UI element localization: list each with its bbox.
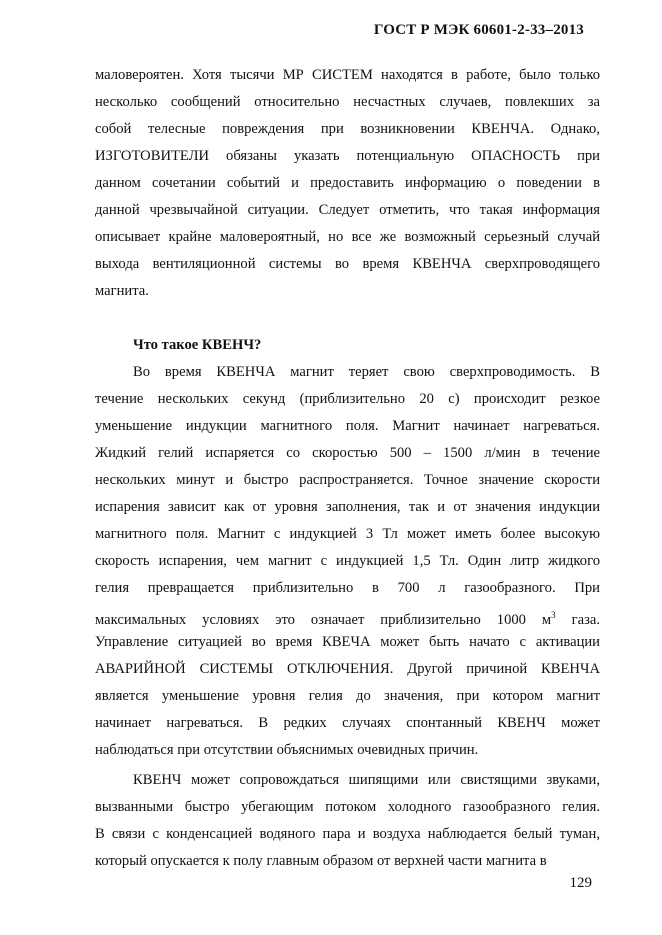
text-fragment: газа. (555, 611, 600, 628)
text-line: описывает крайне маловероятный, но все же возможный серьезный случай (95, 229, 600, 245)
text-line (95, 602, 600, 629)
text-line: вызванными быстро убегающим потоком холодного газообразного гелия. (95, 799, 600, 815)
text-line: КВЕНЧ может сопровождаться шипящими или свистящими звуками, (133, 772, 600, 788)
section-heading: Что такое КВЕНЧ? (133, 337, 262, 353)
text-line: данной чрезвычайной ситуации. Следует отметить, что такая информация (95, 202, 600, 218)
text-line: Во время КВЕНЧА магнит теряет свою сверхпроводимость. В (133, 364, 600, 380)
text-line: Управление ситуацией во время КВЕЧА может быть начато с активации (95, 634, 600, 650)
text-line: является уменьшение уровня гелия до значения, при котором магнит (95, 688, 600, 704)
text-line: В связи с конденсацией водяного пара и воздуха наблюдается белый туман, (95, 826, 600, 842)
page-number: 129 (569, 875, 592, 891)
paragraph-2 (95, 359, 600, 764)
superscript-exponent: 3 (551, 610, 556, 620)
text-line: магнитного поля. Магнит с индукцией 3 Тл может иметь более высокую (95, 526, 600, 542)
text-line: наблюдаться при отсутствии объяснимых очевидных причин. (95, 742, 479, 758)
text-line: Жидкий гелий испаряется со скоростью 500 – 1500 л/мин в течение (95, 445, 600, 461)
text-line: скорость испарения, чем магнит с индукцией 1,5 Тл. Один литр жидкого (95, 553, 600, 569)
text-fragment: максимальных условиях это означает приблизительно 1000 м (95, 611, 552, 628)
text-line: уменьшение индукции магнитного поля. Магнит начинает нагреваться. (95, 418, 600, 434)
text-line: нескольких минут и быстро распространяется. Точное значение скорости (95, 472, 600, 488)
document-header: ГОСТ Р МЭК 60601-2-33–2013 (373, 22, 584, 38)
paragraph-1 (95, 62, 600, 305)
paragraph-3 (95, 767, 600, 875)
text-line: начинает нагреваться. В редких случаях спонтанный КВЕНЧ может (95, 715, 600, 731)
text-line: который опускается к полу главным образом от верхней части магнита в (95, 853, 547, 869)
text-line: гелия превращается приблизительно в 700 л газообразного. При (95, 580, 600, 596)
text-line: АВАРИЙНОЙ СИСТЕМЫ ОТКЛЮЧЕНИЯ. Другой причиной КВЕНЧА (95, 661, 600, 677)
text-line: выхода вентиляционной системы во время КВЕНЧА сверхпроводящего (95, 256, 600, 272)
page-body (95, 62, 600, 875)
text-line: данном сочетании событий и предоставить информацию о поведении в (95, 175, 600, 191)
text-line: несколько сообщений относительно несчастных случаев, повлекших за (95, 94, 600, 110)
text-line: маловероятен. Хотя тысячи МР СИСТЕМ находятся в работе, было только (95, 67, 600, 83)
text-line: испарения зависит как от уровня заполнения, так и от значения индукции (95, 499, 600, 515)
text-line: магнита. (95, 283, 149, 299)
text-line: течение нескольких секунд (приблизительно 20 с) происходит резкое (95, 391, 600, 407)
text-line: ИЗГОТОВИТЕЛИ обязаны указать потенциальную ОПАСНОСТЬ при (95, 148, 600, 164)
text-line: собой телесные повреждения при возникновении КВЕНЧА. Однако, (95, 121, 600, 137)
